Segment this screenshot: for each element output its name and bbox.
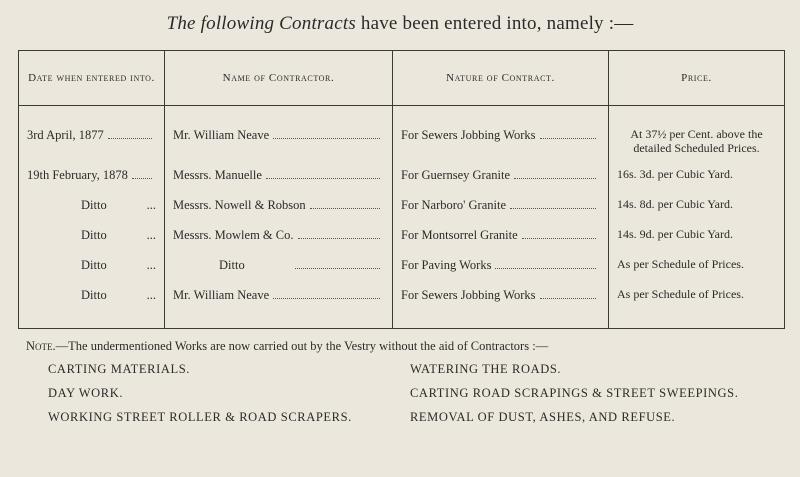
- cell-contractor: Messrs. Mowlem & Co.: [173, 228, 294, 242]
- list-item: CARTING MATERIALS.: [48, 362, 190, 376]
- cell-contractor: Ditto: [219, 258, 245, 272]
- table-row: Ditto ... Ditto For Paving Works As per Schedule of Prices.: [19, 258, 785, 288]
- table-row: Ditto ... Mr. William Neave For Sewers Jobbing Works As per Schedule of Prices.: [19, 288, 785, 329]
- header-price: Price.: [609, 51, 785, 106]
- list-item: DAY WORK.: [48, 386, 124, 400]
- list-item: WATERING THE ROADS.: [410, 362, 562, 376]
- cell-price: 14s. 8d. per Cubic Yard.: [617, 198, 733, 211]
- cell-date: Ditto: [81, 198, 107, 212]
- table-row: [19, 168, 785, 198]
- page-heading: [0, 13, 800, 35]
- cell-nature: For Sewers Jobbing Works: [401, 288, 536, 302]
- cell-date: 19th February, 1878: [27, 168, 128, 182]
- cell-date: Ditto: [81, 228, 107, 242]
- cell-price: 16s. 3d. per Cubic Yard.: [617, 168, 733, 181]
- cell-date: Ditto: [81, 258, 107, 272]
- cell-nature: For Montsorrel Granite: [401, 228, 518, 242]
- cell-date: 3rd April, 1877: [27, 128, 104, 142]
- cell-date: Ditto: [81, 288, 107, 302]
- list-item: REMOVAL OF DUST, ASHES, AND REFUSE.: [410, 410, 676, 424]
- note-paragraph: [26, 339, 548, 354]
- cell-nature: For Paving Works: [401, 258, 492, 272]
- cell-price: 14s. 9d. per Cubic Yard.: [617, 228, 733, 241]
- list-item: CARTING ROAD SCRAPINGS & STREET SWEEPINGS.: [410, 386, 739, 400]
- table-row: [19, 106, 785, 169]
- table-row: Ditto ... Messrs. Nowell & Robson For Narboro' Granite 14s. 8d. per Cubic Yard.: [19, 198, 785, 228]
- works-list: [48, 362, 788, 427]
- cell-price: As per Schedule of Prices.: [617, 258, 744, 271]
- header-date: Date when entered into.: [19, 51, 165, 106]
- cell-nature: For Sewers Jobbing Works: [401, 128, 536, 142]
- table-header-row: [19, 51, 785, 106]
- cell-nature: For Narboro' Granite: [401, 198, 506, 212]
- heading-rest: have been entered into, namely :—: [360, 13, 634, 34]
- heading-italic: The following Contracts: [166, 13, 356, 34]
- cell-nature: For Guernsey Granite: [401, 168, 510, 182]
- cell-contractor: Mr. William Neave: [173, 288, 270, 302]
- table-row: Ditto ... Messrs. Mowlem & Co. For Montsorrel Granite 14s. 9d. per Cubic Yard.: [19, 228, 785, 258]
- cell-contractor: Messrs. Manuelle: [173, 168, 262, 182]
- header-contractor: Name of Contractor.: [165, 51, 393, 106]
- cell-contractor: Messrs. Nowell & Robson: [173, 198, 306, 212]
- contracts-table: [18, 50, 785, 329]
- cell-price: At 37½ per Cent. above the detailed Scheduled Prices.: [630, 127, 763, 155]
- note-label: Note.: [26, 339, 56, 353]
- cell-price: As per Schedule of Prices.: [617, 288, 744, 301]
- list-item: WORKING STREET ROLLER & ROAD SCRAPERS.: [48, 410, 352, 424]
- note-text: —The undermentioned Works are now carried out by the Vestry without the aid of Contractors :—: [55, 339, 549, 353]
- header-nature: Nature of Contract.: [393, 51, 609, 106]
- cell-contractor: Mr. William Neave: [173, 128, 270, 142]
